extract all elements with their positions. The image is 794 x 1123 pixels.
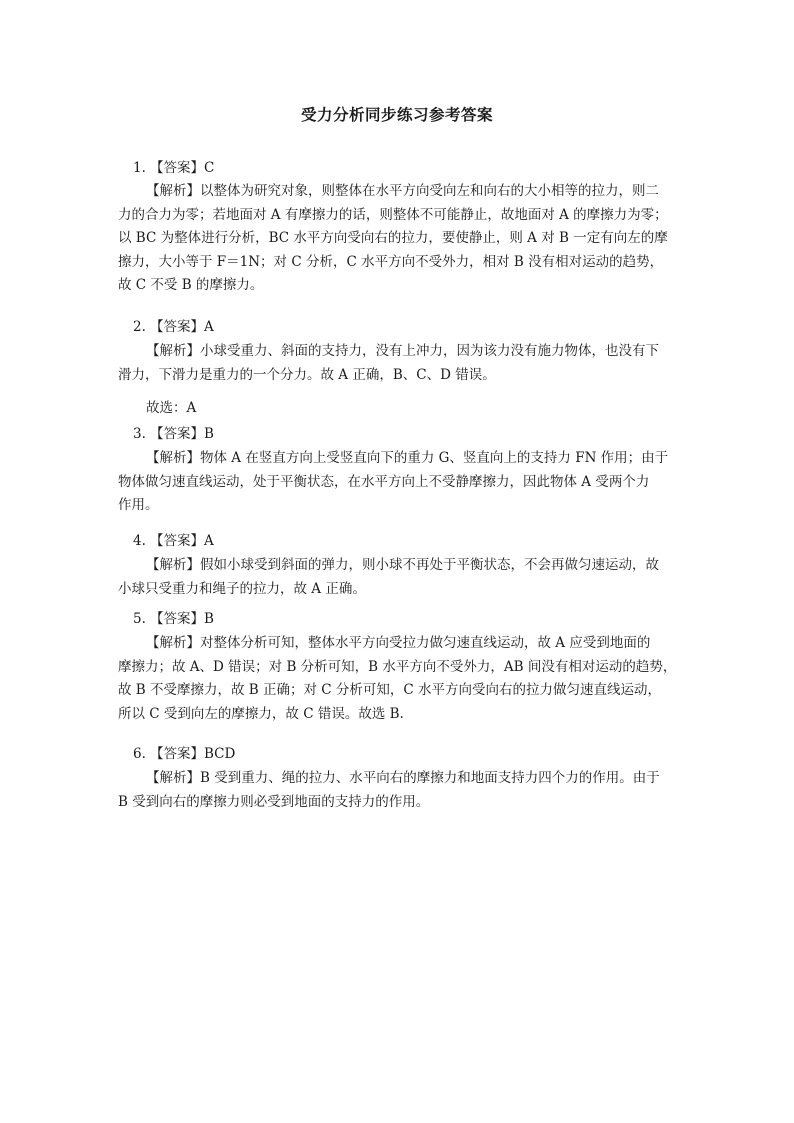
analysis-line: 摩擦力；故 A、D 错误；对 B 分析可知，B 水平方向不受外力，AB 间没有相对运动的趋势， (118, 658, 677, 675)
analysis-3 (118, 447, 678, 518)
answer-number: 2. (133, 319, 146, 335)
answer-number: 3. (133, 426, 146, 442)
analysis-line: 【解析】对整体分析可知，整体水平方向受拉力做匀速直线运动，故 A 应受到地面的 (146, 635, 651, 651)
analysis-line: B 受到向右的摩擦力则必受到地面的支持力的作用。 (118, 793, 430, 810)
answer-4 (133, 530, 214, 552)
answer-label: 【答案】C (150, 160, 215, 176)
analysis-line: 【解析】物体 A 在竖直方向上受竖直向下的重力 G、竖直向上的支持力 FN 作用；由于 (146, 450, 669, 466)
answer-label: 【答案】B (150, 611, 214, 627)
answer-6 (133, 743, 235, 765)
answer-label: 【答案】BCD (150, 746, 236, 762)
answer-label: 【答案】B (150, 426, 214, 442)
analysis-line: 力的合力为零；若地面对 A 有摩擦力的话，则整体不可能静止，故地面对 A 的摩擦力为零； (118, 206, 668, 223)
page-title: 受力分析同步练习参考答案 (300, 105, 493, 124)
analysis-line: 以 BC 为整体进行分析，BC 水平方向受向右的拉力，要使静止，则 A 对 B 一定有向左的摩 (118, 230, 668, 246)
analysis-line: 【解析】小球受重力、斜面的支持力，没有上冲力，因为该力没有施力物体，也没有下 (146, 343, 659, 359)
analysis-line: 故 B 不受摩擦力，故 B 正确；对 C 分析可知，C 水平方向受向右的拉力做匀速直线运动， (118, 682, 662, 698)
analysis-line: 物体做匀速直线运动，处于平衡状态，在水平方向上不受静摩擦力，因此物体 A 受两个力 (118, 473, 650, 490)
answer-number: 6. (133, 746, 146, 762)
analysis-line: 擦力，大小等于 F＝1N；对 C 分析，C 水平方向不受外力，相对 B 没有相对运动的趋势， (118, 253, 664, 270)
answer-label: 【答案】A (150, 533, 214, 549)
analysis-line: 【解析】假如小球受到斜面的弹力，则小球不再处于平衡状态，不会再做匀速运动，故 (146, 557, 659, 573)
analysis-2 (118, 340, 678, 387)
answer-label: 【答案】A (150, 319, 214, 335)
analysis-1 (118, 180, 678, 298)
answer-3 (133, 423, 214, 445)
analysis-line: 作用。 (118, 497, 159, 513)
answer-number: 1. (133, 160, 146, 176)
final-choice: 故选：A (146, 400, 197, 416)
analysis-5 (118, 632, 678, 726)
analysis-4 (118, 554, 678, 601)
analysis-line: 【解析】B 受到重力、绳的拉力、水平向右的摩擦力和地面支持力四个力的作用。由于 (146, 770, 660, 786)
answer-1 (133, 157, 214, 179)
analysis-line: 滑力，下滑力是重力的一个分力。故 A 正确，B、C、D 错误。 (118, 366, 496, 383)
answer-5 (133, 608, 214, 630)
analysis-line: 故 C 不受 B 的摩擦力。 (118, 277, 264, 293)
analysis-line: 所以 C 受到向左的摩擦力，故 C 错误。故选 B. (118, 705, 404, 722)
answer-2 (133, 316, 214, 338)
analysis-6 (118, 767, 678, 814)
analysis-line: 小球只受重力和绳子的拉力，故 A 正确。 (118, 580, 366, 597)
answer-number: 4. (133, 533, 146, 549)
answer-number: 5. (133, 611, 146, 627)
analysis-line: 【解析】以整体为研究对象，则整体在水平方向受向左和向右的大小相等的拉力，则二 (146, 183, 659, 199)
